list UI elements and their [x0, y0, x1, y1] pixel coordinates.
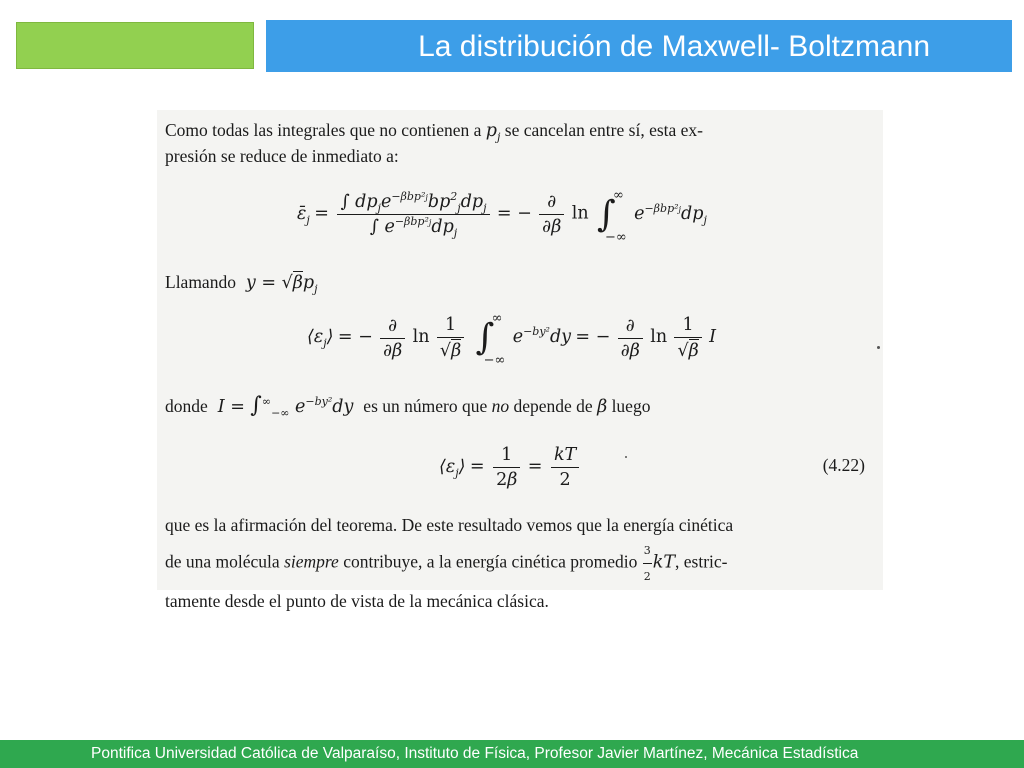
footer-text: Pontifica Universidad Católica de Valparaíso, Instituto de Física, Profesor Javier Martínez, Mecánica Estadística [91, 745, 859, 762]
conclusion-siempre: siempre [284, 551, 339, 572]
equation-3: $⟨\varepsilon_j⟩$ = $\frac{1}{2\beta}$ = $\frac{kT}{2}$ [439, 445, 582, 490]
scan-speck [877, 346, 880, 349]
title-bar [266, 20, 1012, 72]
scanned-text-image [157, 110, 883, 611]
conclusion-line-2b: contribuye, a la energía cinética promedio [343, 551, 638, 572]
llamando-label: Llamando [165, 272, 236, 292]
conclusion-paragraph [165, 513, 865, 614]
three-halves-fraction: $\frac{3}{2}$ [643, 538, 652, 589]
intro-line-1-end: se cancelan entre sí, esta ex- [504, 120, 703, 140]
donde-beta: β [597, 397, 608, 417]
slide-title: La distribución de Maxwell- Boltzmann [418, 30, 930, 63]
donde-rest-1: es un número que [363, 396, 488, 416]
footer-bar [0, 740, 1024, 768]
conclusion-line-3: tamente desde el punto de vista de la mecánica clásica. [165, 591, 549, 611]
conclusion-line-1: que es la afirmación del teorema. De este resultado vemos que la energía cinética [165, 515, 734, 535]
donde-math: $I = \int^\infty_{-\infty}$ $e^{-by^2}dy$ [212, 393, 359, 420]
donde-rest-3: luego [611, 396, 651, 416]
llamando-math: $y = √\beta p_j$ [240, 273, 318, 296]
equation-number: (4.22) [822, 455, 865, 475]
conclusion-kT: kT [652, 552, 675, 573]
scan-speck [625, 456, 627, 458]
equation-2: $⟨\varepsilon_j⟩$ = − $\frac{\partial}{\partial\beta}$ ln $\frac{1}{√\beta}$ ∫ ∞ −∞ $e^{-by^2}dy$ = − $\frac{\partial}{\partial\beta}$ ln $\frac{1}{√\beta}$ I [307, 311, 717, 368]
llamando-line [165, 272, 318, 296]
donde-label: donde [165, 396, 208, 416]
donde-rest-2: depende de [513, 396, 593, 416]
intro-line-1: Como todas las integrales que no contienen a [165, 120, 482, 140]
equation-1-fraction: $\frac{\int dp_je^{-\beta bp^2j}bp^2_jdp_j}{\int e^{-\beta bp^2j}dp_j}$ [337, 192, 489, 237]
conclusion-line-2a: de una molécula [165, 551, 280, 572]
intro-pj: $p_j$ [485, 121, 501, 144]
donde-line [165, 393, 650, 418]
green-accent-block [16, 22, 254, 69]
intro-line-2: presión se reduce de inmediato a: [165, 146, 399, 166]
conclusion-line-2c: , estric- [675, 551, 728, 572]
equation-1: $\varepsilon̄_j$ = $\frac{\int dp_je^{-\beta bp^2j}bp^2_jdp_j}{\int e^{-\beta bp^2j}dp_j}$ = − $\frac{\partial}{\partial\beta}$ ln ∫ ∞ −∞ $e^{-\beta bp^2j}dp_j$ [297, 187, 707, 245]
donde-no: no [491, 396, 510, 416]
intro-paragraph [165, 118, 865, 169]
